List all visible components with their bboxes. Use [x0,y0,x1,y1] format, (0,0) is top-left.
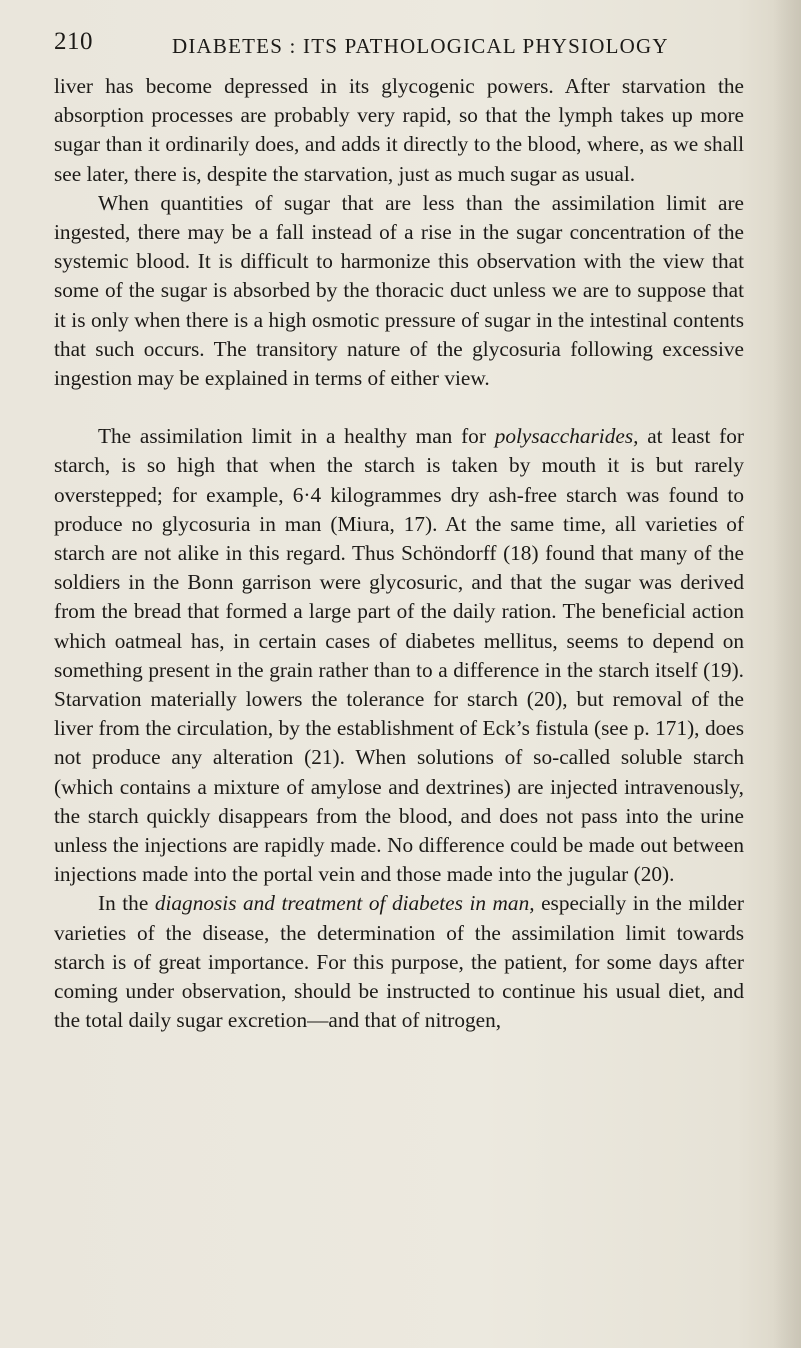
paragraph-rest: at least for starch, is so high that when the starch is taken by mouth it is but rarely overstepped; for example, 6·4 kilogrammes dry ash-free starch was found to produce no glycosuria in man (Miura, 17). At the same time, all varieties of starch are not alike in this regard. Thus Schöndorff (18) found that many of the soldiers in the Bonn garrison were glycosuric, and that the sugar was derived from the bread that formed a large part of the daily ration. The beneficial action which oatmeal has, in certain cases of diabetes mellitus, seems to depend on something present in the grain rather than to a difference in the starch itself (19). Starvation materially lowers the tolerance for starch (20), but removal of the liver from the circulation, by the establishment of Eck’s fistula (see p. 171), does not produce any alteration (21). When solutions of so-called soluble starch (which contains a mixture of amylose and dextrines) are injected intravenously, the starch quickly disappears from the blood, and does not pass into the urine unless the injections are rapidly made. No difference could be made out between injections made into the portal vein and those made into the jugular (20). [54,424,744,887]
page-number: 210 [54,28,93,55]
paragraph-lead: In the [98,891,155,916]
paragraph-diagnosis [54,889,744,1035]
paragraph-lead: The assimilation limit in a healthy man for [98,424,495,449]
paragraph-assimilation-limit: When quantities of sugar that are less than the assimilation limit are ingested, there may be a fall instead of a rise in the sugar concentration of the systemic blood. It is difficult to harmonize this observation with the view that some of the sugar is absorbed by the thoracic duct unless we are to suppose that it is only when there is a high osmotic pressure of sugar in the intestinal contents that such occurs. The transitory nature of the glycosuria following excessive ingestion may be explained in terms of either view. [54,190,744,391]
page-edge-shadow [773,0,801,1348]
page-header [54,28,694,62]
italic-term-diagnosis: diagnosis and treatment of diabetes in man, [154,891,535,916]
running-title: DIABETES : ITS PATHOLOGICAL PHYSIOLOGY [172,34,669,58]
paragraph-polysaccharides [54,422,744,889]
paragraph-rest: especially in the milder varieties of the disease, the determination of the assimilation limit towards starch is of great importance. For this purpose, the patient, for some days after coming under observation, should be instructed to continue his usual diet, and the total daily sugar excretion—and that of nitrogen, [54,891,744,1033]
body-text [54,72,744,1036]
italic-term-polysaccharides: polysaccharides, [494,424,639,449]
paragraph-continuation: liver has become depressed in its glycogenic powers. After starvation the absorption processes are probably very rapid, so that the lymph takes up more sugar than it ordinarily does, and adds it directly to the blood, where, as we shall see later, there is, despite the starvation, just as much sugar as usual. [54,74,744,186]
